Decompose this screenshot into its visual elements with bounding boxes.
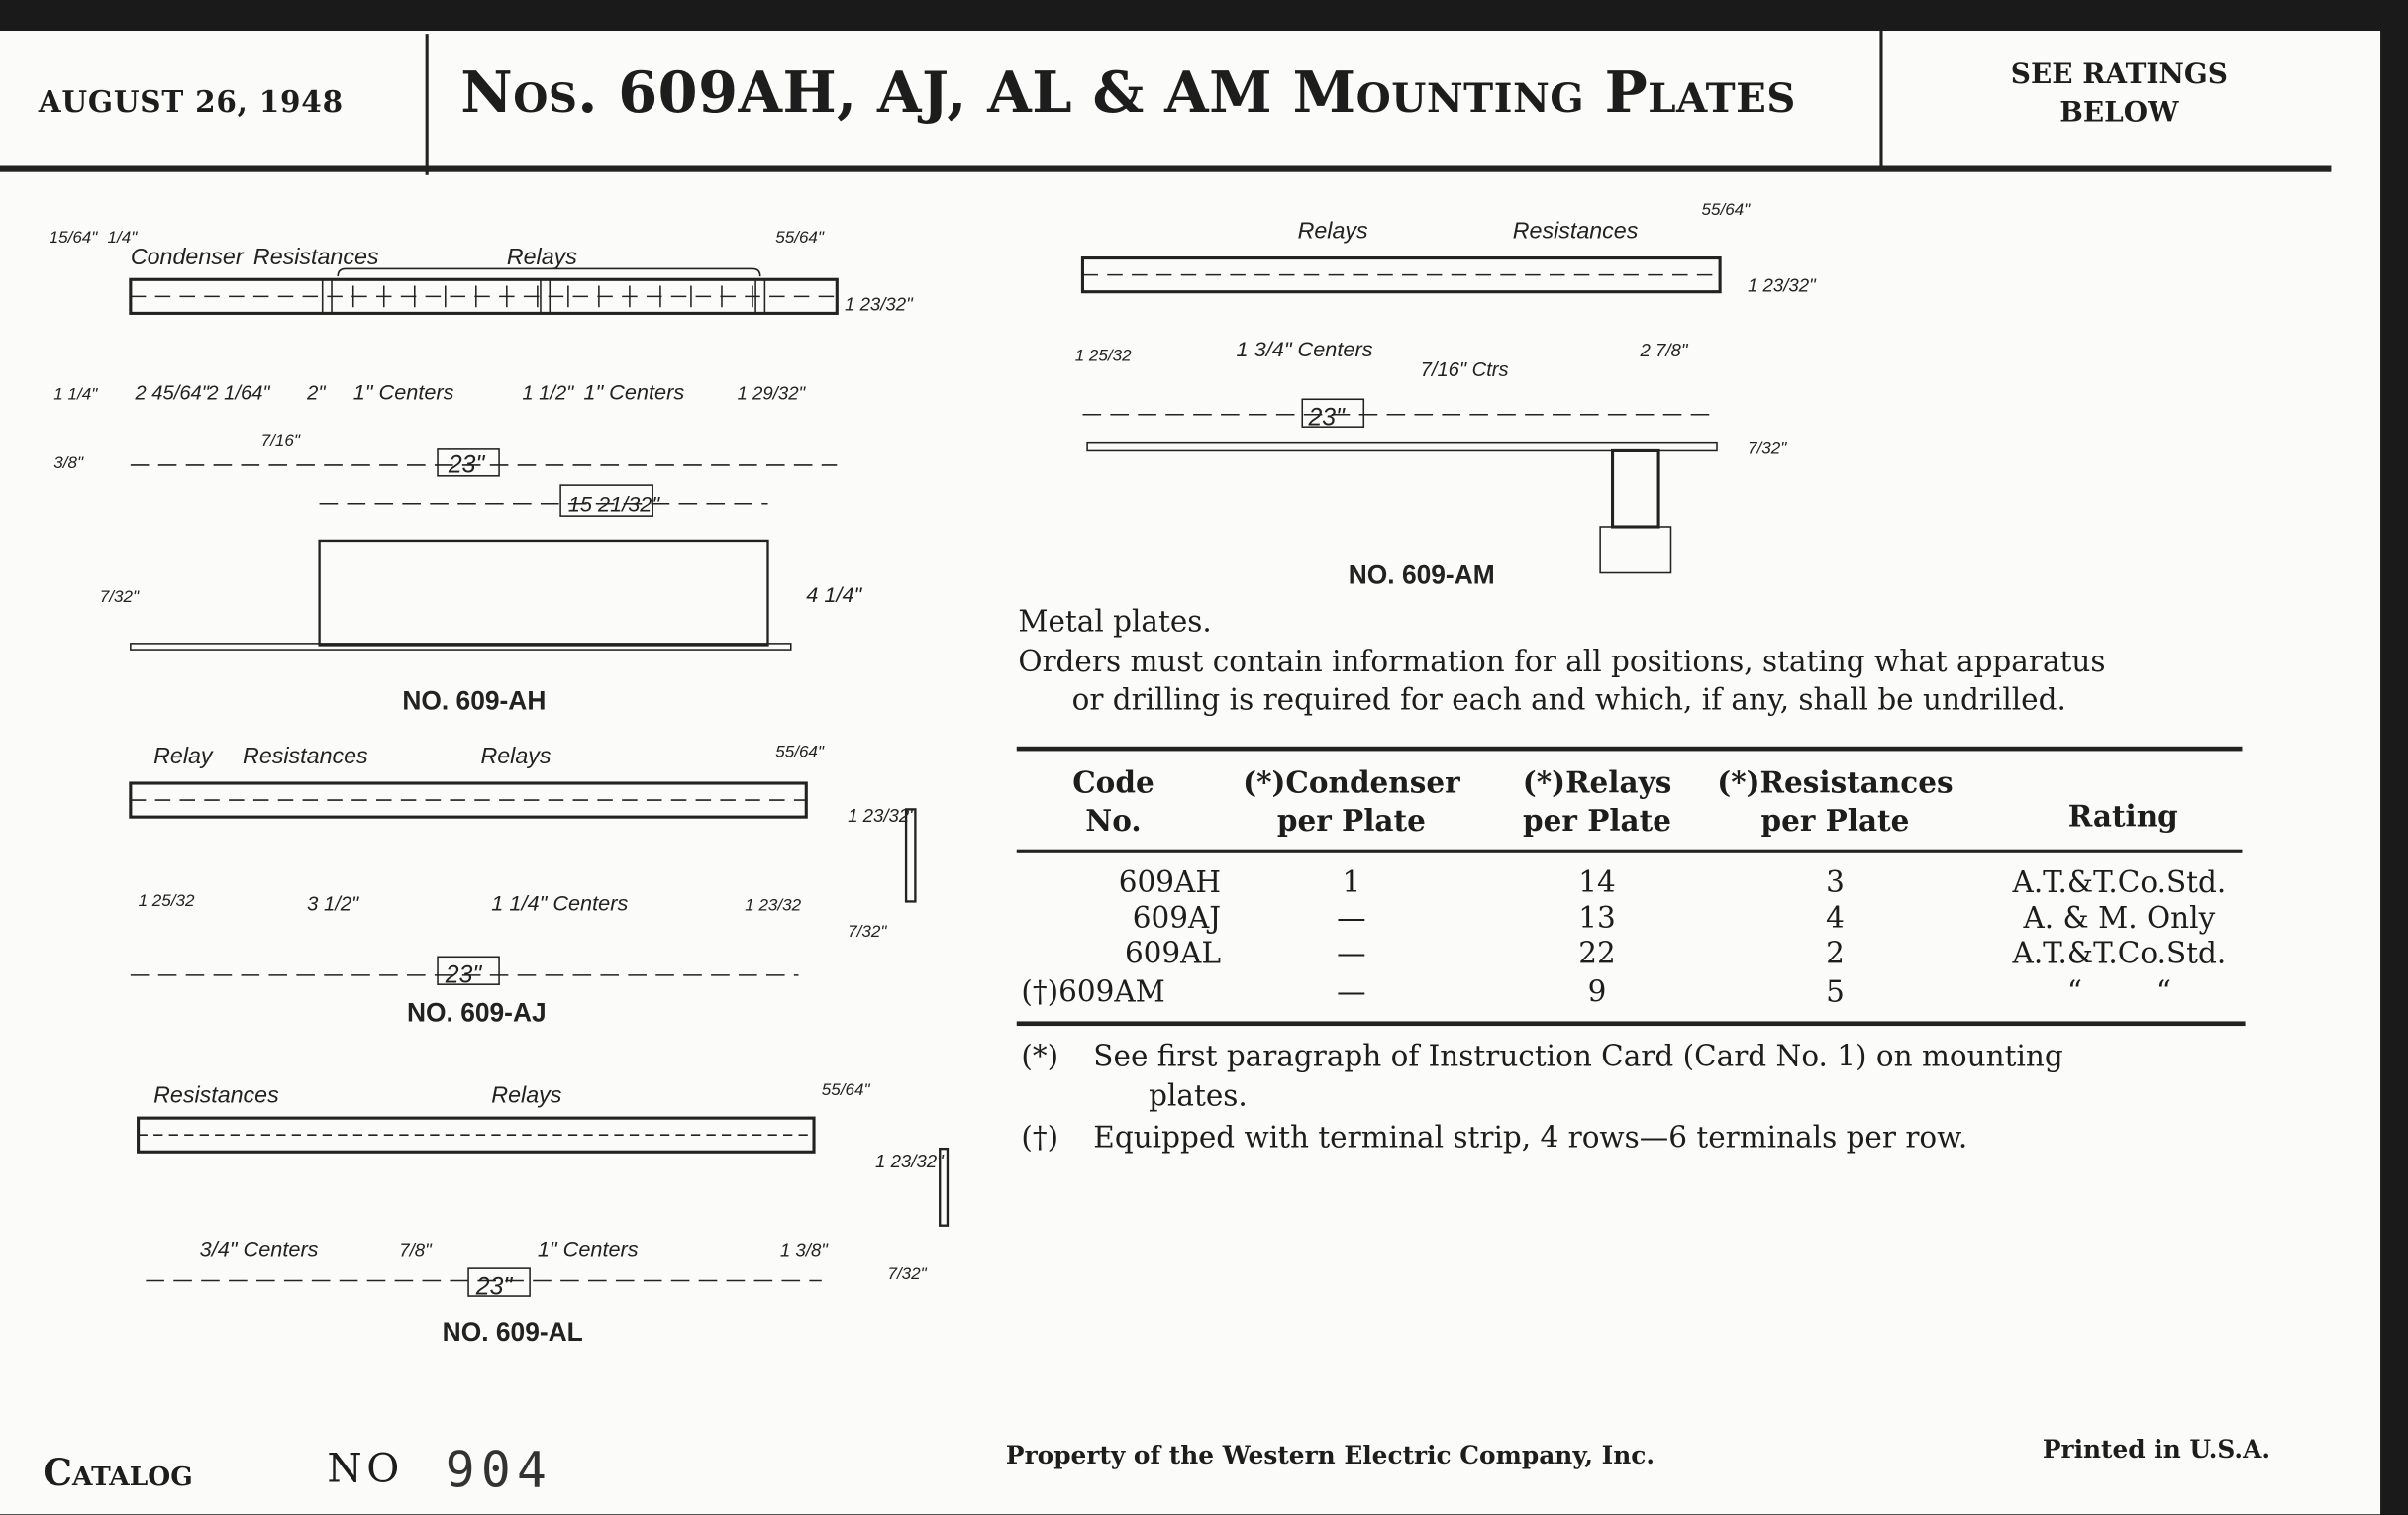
dim-55-64: 55/64" <box>775 228 824 248</box>
dim-23: 23" <box>445 961 482 989</box>
dim-15-21-32: 15 21/32" <box>567 491 660 517</box>
footnote-dagger-text: Equipped with terminal strip, 4 rows—6 terminals per row. <box>1093 1121 1968 1156</box>
terminal-block <box>940 1149 948 1226</box>
dim-7-32: 7/32" <box>99 586 140 606</box>
dim-7-32: 7/32" <box>887 1263 927 1283</box>
dim-1-29-32: 1 29/32" <box>737 382 806 404</box>
divider <box>1879 31 1882 169</box>
drawing-609ah <box>47 200 922 715</box>
label-centers: 1 1/4" Centers <box>491 890 629 916</box>
dim-7-16: 7/16" <box>260 430 300 450</box>
label-condenser: Condenser <box>130 243 244 269</box>
cell-condenser: — <box>1337 937 1366 971</box>
cell-resistances: 3 <box>1826 865 1845 900</box>
label-resistances: Resistances <box>252 243 379 269</box>
cell-relays: 13 <box>1578 901 1616 936</box>
footnote-asterisk-text: See first paragraph of Instruction Card (Card No. 1) on mounting <box>1093 1040 2063 1074</box>
header-line: Rating <box>2067 800 2178 835</box>
header-line: (*)Resistances <box>1717 765 1954 801</box>
dim-2-45-64: 2 45/64" <box>135 382 209 405</box>
table-header-rule <box>1017 850 2243 853</box>
dim-55-64: 55/64" <box>1701 200 1751 220</box>
label-resistances: Resistances <box>153 1081 279 1108</box>
drawing-caption: NO. 609-AL <box>442 1317 583 1348</box>
dim-2: 2" <box>307 382 326 405</box>
cell-relays: 22 <box>1578 937 1616 971</box>
footnote-dagger-mark: (†) <box>1021 1121 1059 1156</box>
orders-text-line1: Orders must contain information for all positions, stating what apparatus <box>1018 645 2106 679</box>
dim-23: 23" <box>475 1273 513 1301</box>
label-centers-1: 1" Centers <box>352 379 454 405</box>
cell-rating: A.T.&T.Co.Std. <box>2012 937 2227 971</box>
ratings-note <box>1981 55 2258 133</box>
label-centers-1: 1 3/4" Centers <box>1236 336 1373 361</box>
dim-1-23-32: 1 23/32" <box>875 1150 944 1171</box>
catalog-number: 904 <box>445 1440 553 1499</box>
dim-55-64: 55/64" <box>821 1079 870 1099</box>
label-centers-2: 1" Centers <box>537 1236 639 1262</box>
cell-condenser: — <box>1337 974 1366 1010</box>
dim-1-25-32: 1 25/32 <box>138 891 195 911</box>
drawing-609aj <box>47 714 938 1028</box>
header-rating <box>1996 799 2250 838</box>
dim-15-64: 15/64" <box>49 228 98 248</box>
page-title: Nos. 609AH, AJ, AL & AM Mounting Plates <box>460 57 1796 127</box>
dim-2-7-8: 2 7/8" <box>1640 339 1688 360</box>
dim-1-1-4: 1 1/4" <box>53 384 98 404</box>
dim-4-1-4: 4 1/4" <box>806 581 862 607</box>
cell-resistances: 2 <box>1826 937 1845 971</box>
dim-3-8: 3/8" <box>53 454 84 473</box>
drawing-609am <box>1014 184 1816 590</box>
dim-1-4: 1/4" <box>107 228 138 248</box>
header-rule <box>0 166 2331 172</box>
label-resistances: Resistances <box>243 742 368 768</box>
cell-condenser: — <box>1337 901 1366 936</box>
cell-code: 609AL <box>1124 937 1222 971</box>
label-relay: Relay <box>153 742 213 768</box>
cell-relays: 14 <box>1578 865 1616 900</box>
label-centers-1: 3/4" Centers <box>199 1236 319 1262</box>
catalog-no-label: NO <box>327 1447 405 1493</box>
dim-23: 23" <box>1308 404 1345 432</box>
cell-rating: “ “ <box>2066 974 2171 1010</box>
ratings-line2: BELOW <box>2059 96 2179 130</box>
dim-1-23-32: 1 23/32" <box>848 804 916 826</box>
dim-7-32: 7/32" <box>1748 438 1787 457</box>
table-top-rule <box>1017 747 2243 752</box>
dim-2-1-64: 2 1/64" <box>207 382 270 405</box>
dim-1-25-32: 1 25/32 <box>1074 346 1132 365</box>
bracket-outline <box>320 541 768 645</box>
header-line: No. <box>1085 804 1142 839</box>
catalog-card <box>0 31 2380 1514</box>
drawing-caption: NO. 609-AJ <box>407 997 547 1028</box>
table-bottom-rule <box>1017 1021 2246 1026</box>
header-line: (*)Relays <box>1522 765 1672 801</box>
ratings-line1: SEE RATINGS <box>2010 57 2228 91</box>
label-relays: Relays <box>506 243 577 269</box>
cell-condenser: 1 <box>1342 865 1361 900</box>
drawing-caption: NO. 609-AM <box>1348 559 1495 590</box>
header-resistances <box>1697 764 1973 842</box>
cell-code: (†)609AM <box>1021 974 1165 1010</box>
terminal-strip-bracket <box>1613 450 1659 527</box>
header-line: per Plate <box>1523 804 1672 839</box>
relays-brace <box>338 268 760 276</box>
header-line: Code <box>1072 765 1154 801</box>
label-centers-2: 1" Centers <box>583 379 685 405</box>
dim-23: 23" <box>448 452 485 479</box>
label-relays: Relays <box>491 1081 562 1108</box>
header-relays <box>1489 764 1704 842</box>
dim-7-32: 7/32" <box>848 922 887 942</box>
cell-rating: A. & M. Only <box>2023 901 2216 936</box>
label-centers-2: 7/16" Ctrs <box>1420 358 1509 381</box>
dim-7-8: 7/8" <box>399 1239 432 1261</box>
header-line: per Plate <box>1760 804 1910 839</box>
header-code <box>1021 764 1205 842</box>
drawing-caption: NO. 609-AH <box>402 685 547 716</box>
cell-rating: A.T.&T.Co.Std. <box>2012 865 2227 900</box>
orders-text-line2: or drilling is required for each and which, if any, shall be undrilled. <box>1071 683 2066 718</box>
footnote-asterisk-text-cont: plates. <box>1149 1079 1248 1114</box>
property-notice: Property of the Western Electric Company, Inc. <box>1005 1440 1656 1470</box>
metal-plates-text: Metal plates. <box>1018 605 1212 640</box>
dim-1-23-32: 1 23/32" <box>1748 274 1816 296</box>
divider <box>426 34 429 175</box>
dim-1-23-32-b: 1 23/32 <box>745 895 802 915</box>
dim-1-3-8: 1 3/8" <box>779 1239 828 1261</box>
label-relays: Relays <box>1297 217 1368 244</box>
dim-3-1-2: 3 1/2" <box>307 893 359 916</box>
cell-code: 609AH <box>1118 865 1222 900</box>
card-date: AUGUST 26, 1948 <box>38 85 344 120</box>
terminal-strip <box>1600 527 1670 573</box>
label-relays: Relays <box>480 742 552 768</box>
dim-1-23-32: 1 23/32" <box>845 293 913 315</box>
cell-code: 609AJ <box>1132 901 1222 936</box>
footnote-asterisk-mark: (*) <box>1021 1040 1059 1074</box>
catalog-label: Catalog <box>43 1450 193 1495</box>
header-line: (*)Condenser <box>1243 765 1460 801</box>
drawing-609al <box>47 1057 944 1364</box>
label-resistances: Resistances <box>1512 217 1639 244</box>
dim-55-64: 55/64" <box>775 742 824 761</box>
cell-resistances: 5 <box>1826 974 1845 1010</box>
header-line: per Plate <box>1276 804 1426 839</box>
header-condenser <box>1221 764 1482 842</box>
dim-1-1-2: 1 1/2" <box>522 382 574 405</box>
cell-relays: 9 <box>1587 974 1607 1010</box>
printed-notice: Printed in U.S.A. <box>2042 1434 2270 1464</box>
cell-resistances: 4 <box>1826 901 1845 936</box>
